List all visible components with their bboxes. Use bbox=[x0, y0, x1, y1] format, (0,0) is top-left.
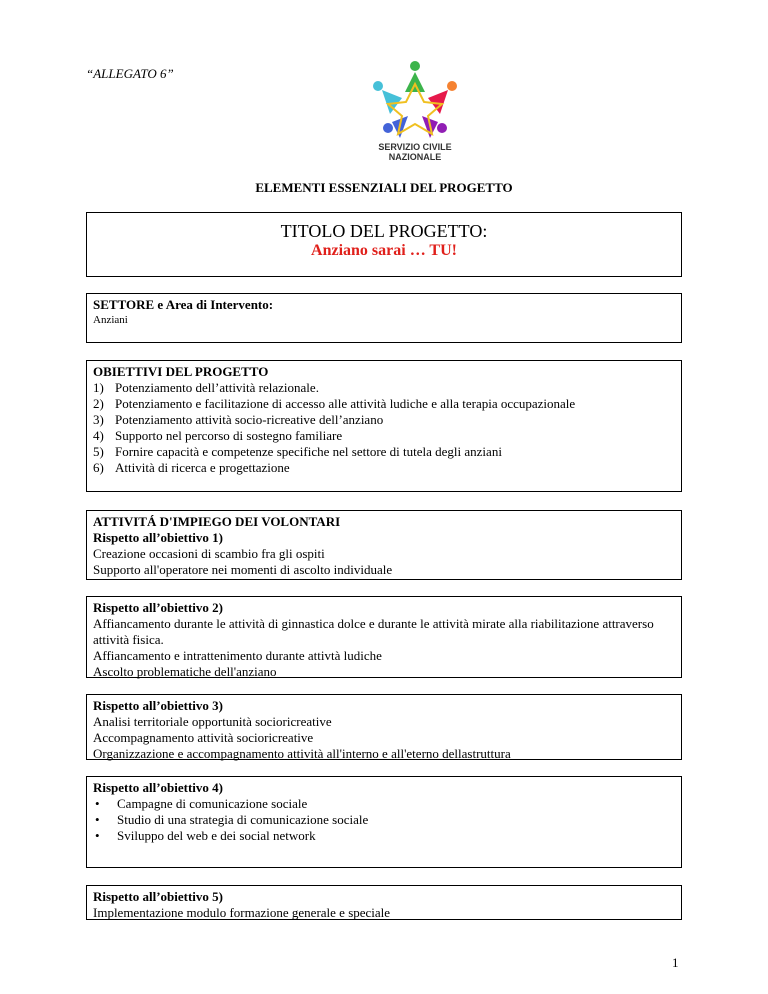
list-item bbox=[93, 812, 675, 828]
item-text: Potenziamento dell’attività relazionale. bbox=[115, 380, 319, 395]
item-text: Sviluppo del web e dei social network bbox=[117, 828, 316, 843]
item-number: 4) bbox=[93, 428, 104, 443]
obj4-box bbox=[86, 776, 682, 868]
servizio-civile-logo bbox=[360, 58, 470, 163]
obj2-line: Ascolto problematiche dell'anziano bbox=[93, 664, 277, 679]
settore-label: SETTORE e Area di Intervento: bbox=[93, 297, 274, 312]
logo-line2: NAZIONALE bbox=[388, 152, 442, 162]
list-item bbox=[93, 460, 675, 476]
obiettivi-list bbox=[93, 380, 675, 476]
main-heading: ELEMENTI ESSENZIALI DEL PROGETTO bbox=[255, 180, 513, 195]
list-item bbox=[93, 396, 675, 412]
obj3-line: Organizzazione e accompagnamento attività all'interno e all'eterno dellastruttura bbox=[93, 746, 511, 761]
obj1-label: Rispetto all’obiettivo 1) bbox=[93, 530, 223, 545]
title-label: TITOLO DEL PROGETTO: bbox=[280, 221, 488, 241]
page-number: 1 bbox=[672, 955, 679, 970]
obj2-line: Affiancamento e intrattenimento durante attivtà ludiche bbox=[93, 648, 382, 663]
obj5-line: Implementazione modulo formazione generale e speciale bbox=[93, 905, 391, 920]
item-number: 3) bbox=[93, 412, 104, 427]
list-item bbox=[93, 428, 675, 444]
list-item bbox=[93, 380, 675, 396]
star-people-icon bbox=[360, 58, 470, 163]
item-text: Potenziamento attività socio-ricreative dell’anziano bbox=[115, 412, 384, 427]
item-text: Potenziamento e facilitazione di accesso alle attività ludiche e alla terapia occupazionale bbox=[115, 396, 576, 411]
item-number: 5) bbox=[93, 444, 104, 459]
list-item bbox=[93, 796, 675, 812]
item-text: Fornire capacità e competenze specifiche nel settore di tutela degli anziani bbox=[115, 444, 502, 459]
obj1-line: Supporto all'operatore nei momenti di ascolto individuale bbox=[93, 562, 393, 577]
allegato-label: “ALLEGATO 6” bbox=[86, 66, 174, 81]
obj5-label: Rispetto all’obiettivo 5) bbox=[93, 889, 223, 904]
list-item bbox=[93, 828, 675, 844]
obj3-line: Analisi territoriale opportunità sociorіcreative bbox=[93, 714, 332, 729]
attivita-label: ATTIVITÁ D'IMPIEGO DEI VOLONTARI bbox=[93, 514, 341, 529]
item-text: Studio di una strategia di comunicazione sociale bbox=[117, 812, 369, 827]
obj1-line: Creazione occasioni di scambio fra gli ospiti bbox=[93, 546, 325, 561]
obj3-label: Rispetto all’obiettivo 3) bbox=[93, 698, 223, 713]
obiettivi-box bbox=[86, 360, 682, 492]
title-box bbox=[86, 212, 682, 277]
item-number: 1) bbox=[93, 380, 104, 395]
bullet-icon: • bbox=[95, 796, 100, 811]
obiettivi-label: OBIETTIVI DEL PROGETTO bbox=[93, 364, 269, 379]
obj4-list bbox=[93, 796, 675, 844]
attivita-box bbox=[86, 510, 682, 580]
item-number: 6) bbox=[93, 460, 104, 475]
obj3-line: Accompagnamento attività sociorіcreative bbox=[93, 730, 314, 745]
settore-box bbox=[86, 293, 682, 343]
list-item bbox=[93, 444, 675, 460]
bullet-icon: • bbox=[95, 812, 100, 827]
project-name: Anziano sarai … TU! bbox=[311, 242, 457, 259]
settore-value: Anziani bbox=[93, 314, 128, 326]
obj2-line: Affiancamento durante le attività di ginnastica dolce e durante le attività mirate alla riabilitazione attraverso attività fisica. bbox=[93, 616, 654, 647]
obj2-label: Rispetto all’obiettivo 2) bbox=[93, 600, 223, 615]
obj5-box bbox=[86, 885, 682, 920]
bullet-icon: • bbox=[95, 828, 100, 843]
item-text: Supporto nel percorso di sostegno familiare bbox=[115, 428, 343, 443]
item-text: Attività di ricerca e progettazione bbox=[115, 460, 290, 475]
obj3-box bbox=[86, 694, 682, 760]
list-item bbox=[93, 412, 675, 428]
logo-line1: SERVIZIO CIVILE bbox=[378, 142, 452, 152]
item-text: Campagne di comunicazione sociale bbox=[117, 796, 308, 811]
obj2-box bbox=[86, 596, 682, 678]
obj4-label: Rispetto all’obiettivo 4) bbox=[93, 780, 223, 795]
item-number: 2) bbox=[93, 396, 104, 411]
